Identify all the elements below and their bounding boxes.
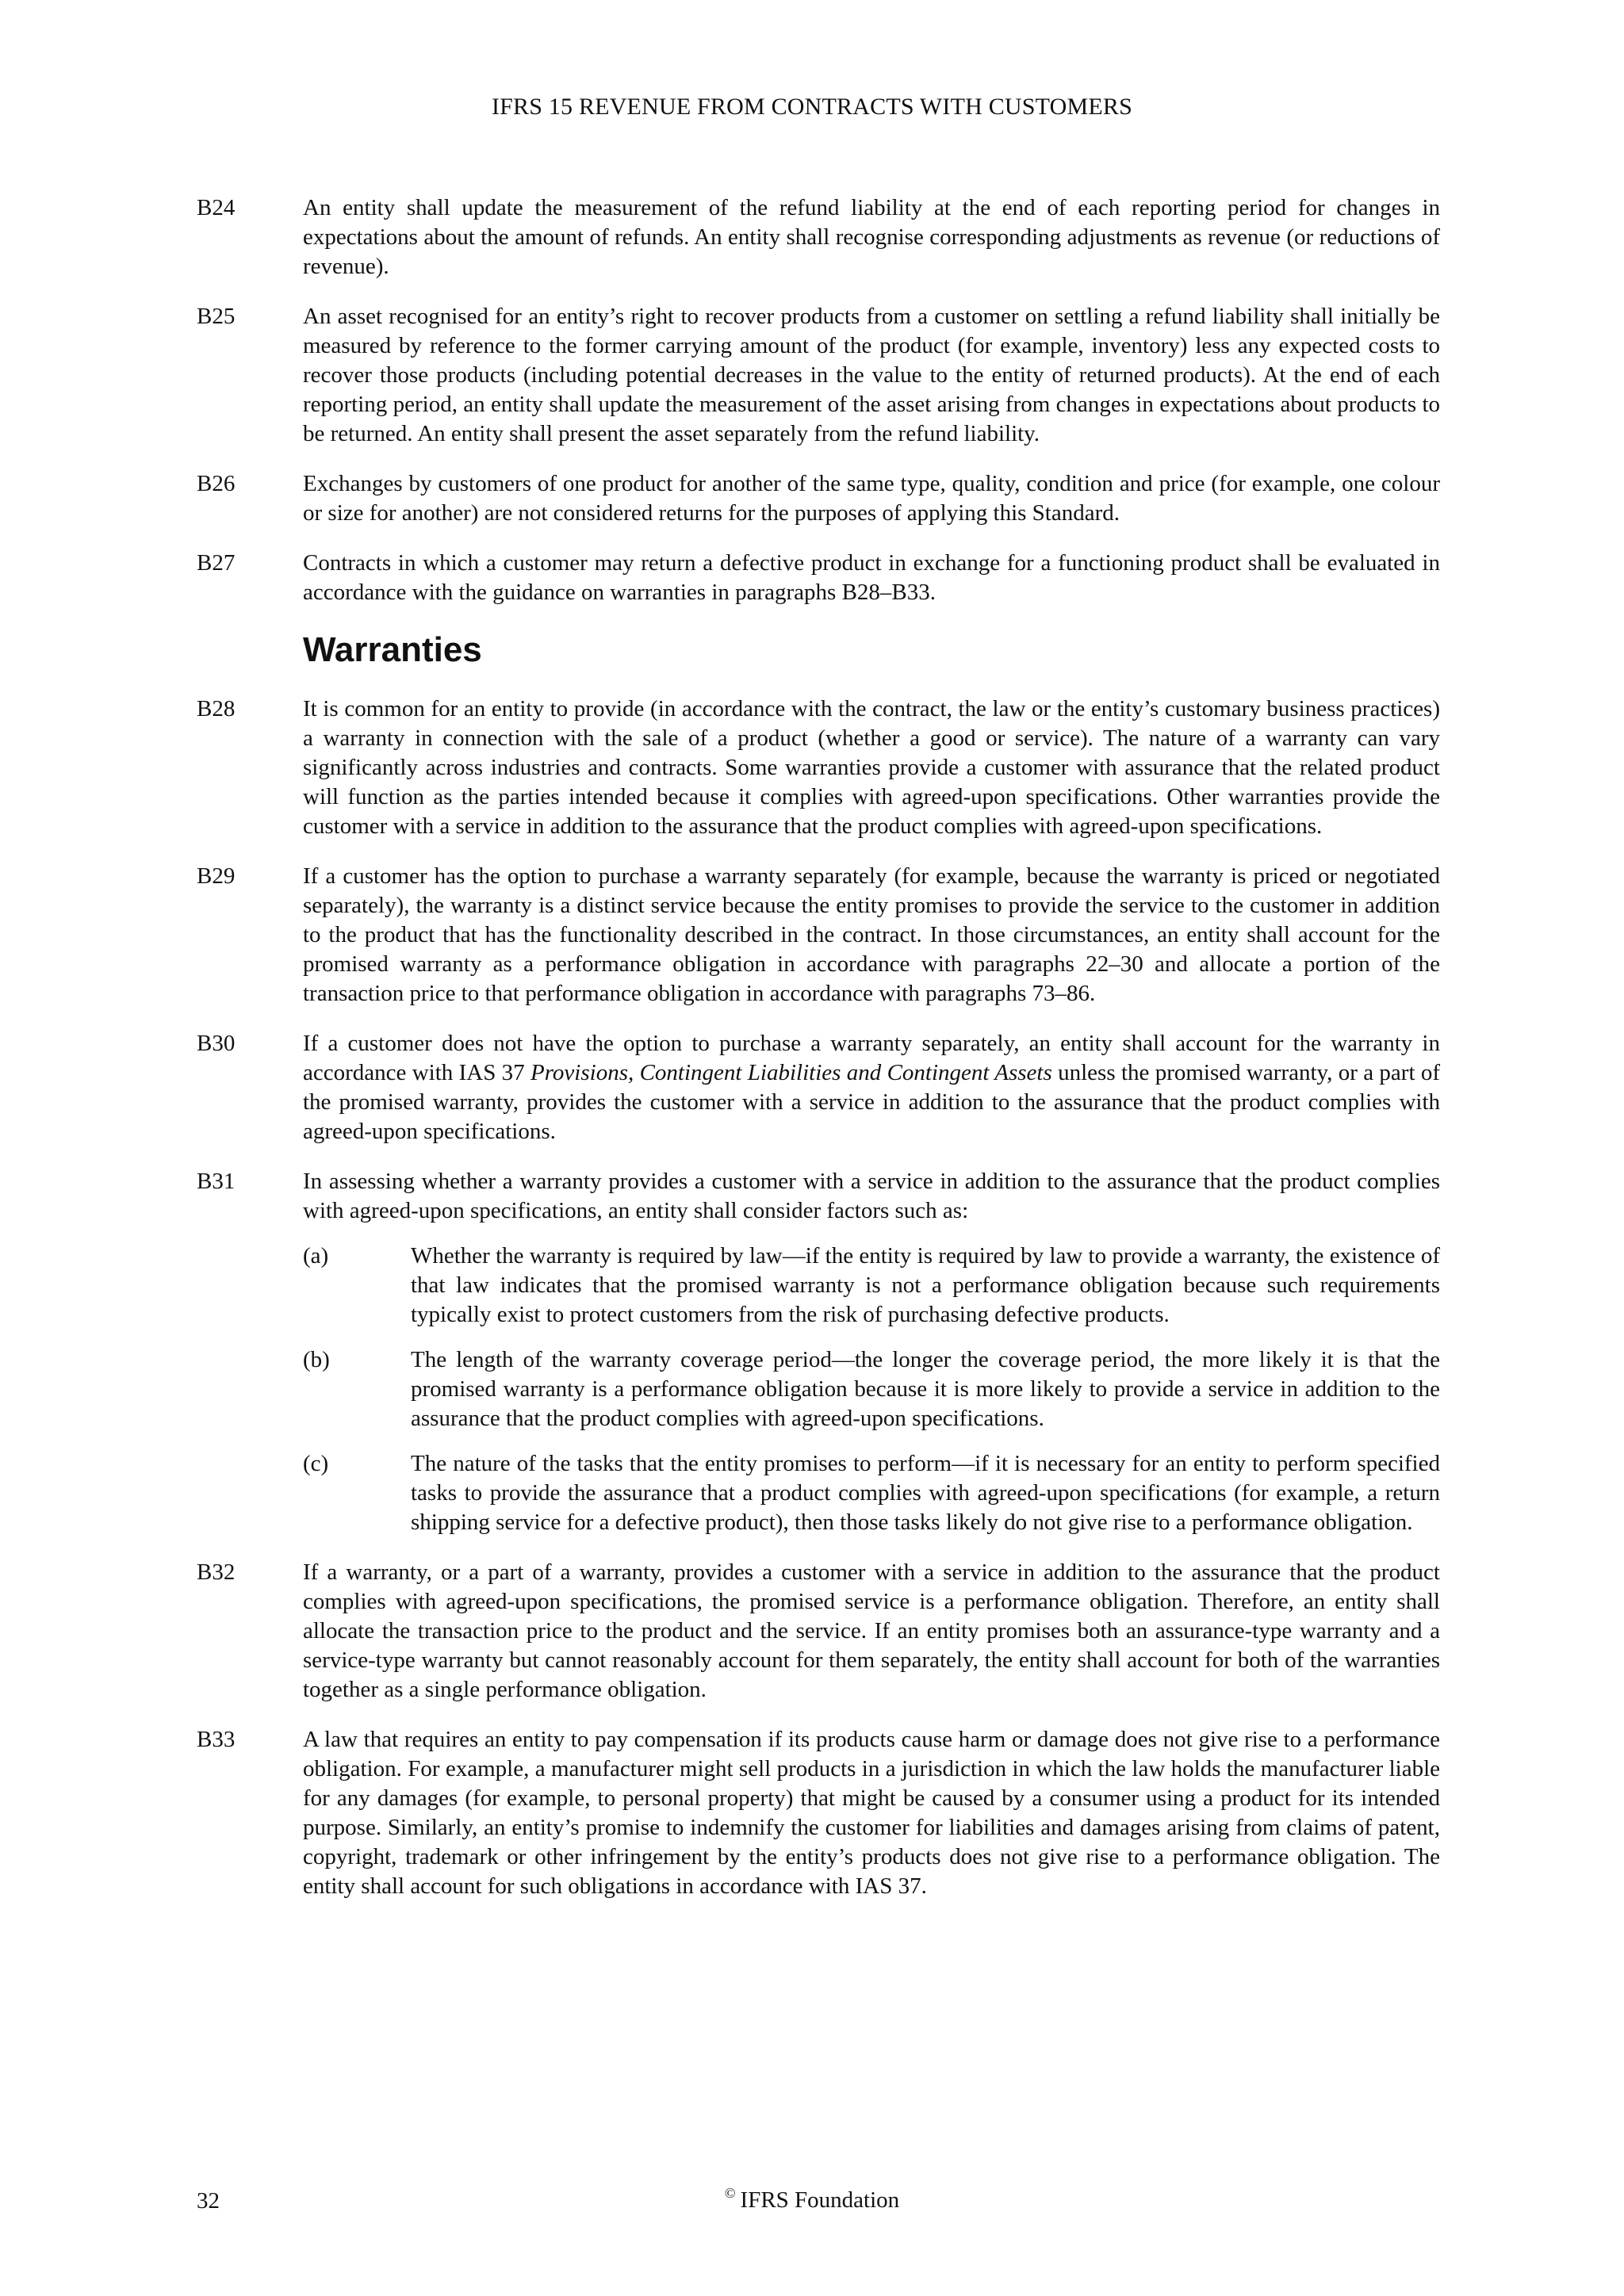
paragraph-number: B32 xyxy=(197,1559,236,1585)
paragraph-number: B28 xyxy=(197,696,236,721)
paragraph-b29 xyxy=(197,862,1440,1008)
paragraph-b33 xyxy=(197,1725,1440,1901)
paragraph-b25 xyxy=(197,302,1440,449)
list-item-text: Whether the warranty is required by law—if the entity is required by law to provide a warranty, the existence of that law indicates that the promised warranty is not a performance obligation because such requirements typically exist to protect customers from the risk of purchasing defective products. xyxy=(411,1243,1440,1327)
paragraph-number: B33 xyxy=(197,1727,236,1752)
list-item-label: (c) xyxy=(303,1451,329,1476)
list-item-label: (a) xyxy=(303,1243,329,1269)
paragraph-b31 xyxy=(197,1167,1440,1537)
list-item-text: The length of the warranty coverage period—the longer the coverage period, the more likely it is that the promised warranty is a performance obligation because it is more likely to provide a service in addition to the assurance that the product complies with agreed-upon specifications. xyxy=(411,1347,1440,1431)
list-item-label: (b) xyxy=(303,1347,330,1372)
paragraph-text: If a customer has the option to purchase a warranty separately (for example, because the warranty is priced or negotiated separately), the warranty is a distinct service because the entity promises to provide the service to the customer in addition to the product that has the functionality described in the contract. In those circumstances, an entity shall account for the promised warranty as a performance obligation in accordance with paragraphs 22–30 and allocate a portion of the transaction price to that performance obligation in accordance with paragraphs 73–86. xyxy=(303,863,1440,1006)
paragraph-b30 xyxy=(197,1029,1440,1146)
paragraph-number: B24 xyxy=(197,195,236,220)
list-item xyxy=(303,1345,1440,1433)
list-item xyxy=(303,1242,1440,1330)
paragraph-b26 xyxy=(197,469,1440,528)
list-item-text: The nature of the tasks that the entity promises to perform—if it is necessary for an entity to perform specified tasks to provide the assurance that a product complies with agreed-upon specifications (for example, a return shipping service for a defective product), then those tasks likely do not give rise to a performance obligation. xyxy=(411,1451,1440,1535)
paragraph-b27 xyxy=(197,549,1440,607)
paragraph-number: B25 xyxy=(197,304,236,329)
paragraph-number: B29 xyxy=(197,863,236,889)
paragraph-text: Exchanges by customers of one product for another of the same type, quality, condition and price (for example, one colour or size for another) are not considered returns for the purposes of applying this Standard. xyxy=(303,471,1440,526)
document-body xyxy=(197,193,1440,1922)
footer-org: IFRS Foundation xyxy=(740,2187,900,2213)
paragraph-b24 xyxy=(197,193,1440,281)
paragraph-text: Contracts in which a customer may return a defective product in exchange for a functioning product shall be evaluated in accordance with the guidance on warranties in paragraphs B28–B33. xyxy=(303,550,1440,605)
footer-copyright xyxy=(0,2185,1624,2214)
paragraph-text: A law that requires an entity to pay compensation if its products cause harm or damage does not give rise to a performance obligation. For example, a manufacturer might sell products in a jurisdiction in which the law holds the manufacturer liable for any damages (for example, to personal property) that might be caused by a consumer using a product for its intended purpose. Similarly, an entity’s promise to indemnify the customer for liabilities and damages arising from claims of patent, copyright, trademark or other infringement by the entity’s products does not give rise to a performance obligation. The entity shall account for such obligations in accordance with IAS 37. xyxy=(303,1727,1440,1899)
paragraph-text: If a warranty, or a part of a warranty, provides a customer with a service in addition to the assurance that the product complies with agreed-upon specifications, the promised service is a performance obligation. Therefore, an entity shall allocate the transaction price to the product and the service. If an entity promises both an assurance-type warranty and a service-type warranty but cannot reasonably account for them separately, the entity shall account for both of the warranties together as a single performance obligation. xyxy=(303,1559,1440,1702)
standard-title: Provisions, Contingent Liabilities and Contingent Assets xyxy=(530,1060,1052,1085)
copyright-symbol: © xyxy=(724,2185,736,2201)
paragraph-b28 xyxy=(197,695,1440,841)
paragraph-text: An asset recognised for an entity’s right to recover products from a customer on settling a refund liability shall initially be measured by reference to the former carrying amount of the product (for example, inventory) less any expected costs to recover those products (including potential decreases in the value to the entity of returned products). At the end of each reporting period, an entity shall update the measurement of the asset arising from changes in expectations about products to be returned. An entity shall present the asset separately from the refund liability. xyxy=(303,304,1440,446)
paragraph-number: B31 xyxy=(197,1169,236,1194)
paragraph-b32 xyxy=(197,1558,1440,1705)
paragraph-number: B26 xyxy=(197,471,236,496)
paragraph-number: B30 xyxy=(197,1031,236,1056)
list-item xyxy=(303,1449,1440,1537)
section-heading: Warranties xyxy=(303,630,482,669)
paragraph-text: If a customer does not have the option to purchase a warranty separately, an entity shall account for the warranty in accordance with IAS 37 Provisions, Contingent Liabilities and Contingent Assets unless the promised warranty, or a part of the promised warranty, provides the customer with a service in addition to the assurance that the product complies with agreed-upon specifications. xyxy=(303,1031,1440,1144)
paragraph-text: In assessing whether a warranty provides a customer with a service in addition to the assurance that the product complies with agreed-upon specifications, an entity shall consider factors such as: xyxy=(303,1169,1440,1223)
paragraph-number: B27 xyxy=(197,550,236,576)
page-number: 32 xyxy=(197,2188,220,2214)
paragraph-text: It is common for an entity to provide (in accordance with the contract, the law or the entity’s customary business practices) a warranty in connection with the sale of a product (whether a good or service). The nature of a warranty can vary significantly across industries and contracts. Some warranties provide a customer with assurance that the related product will function as the parties intended because it complies with agreed-upon specifications. Other warranties provide the customer with a service in addition to the assurance that the product complies with agreed-upon specifications. xyxy=(303,696,1440,839)
paragraph-text: An entity shall update the measurement of the refund liability at the end of each reporting period for changes in expectations about the amount of refunds. An entity shall recognise corresponding adjustments as revenue (or reductions of revenue). xyxy=(303,195,1440,279)
running-header: IFRS 15 REVENUE FROM CONTRACTS WITH CUSTOMERS xyxy=(491,94,1133,120)
